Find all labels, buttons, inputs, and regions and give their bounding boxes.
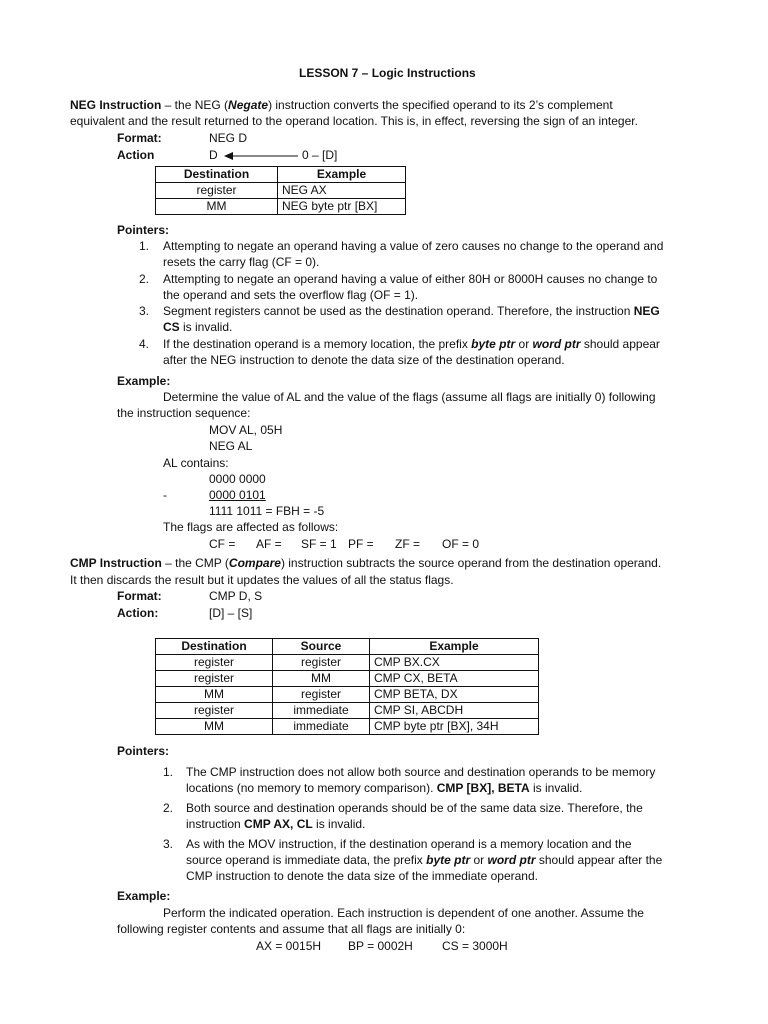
table-cell: register [156,183,278,199]
pointer-term: word ptr [487,853,536,867]
flag-zf: ZF = [395,537,421,551]
neg-intro [70,98,698,112]
cmp-heading: CMP Instruction [70,556,162,570]
neg-table [155,166,406,215]
neg-action-dest: D [209,148,218,162]
neg-pointer-2: Attempting to negate an operand having a value of either 80H or 8000H causes no change to [163,272,658,286]
pointer-text: is invalid. [312,817,366,831]
table-cell: CMP SI, ABCDH [370,703,539,719]
list-number: 3. [139,304,150,318]
neg-pointer-3b [163,320,232,334]
pointer-text: should appear [580,337,660,351]
cmp-pointer-1b [186,781,582,795]
flags-intro: The flags are affected as follows: [163,520,339,534]
cmp-example-line2: following register contents and assume that all flags are initially 0: [117,922,466,936]
cmp-pointers-label: Pointers: [117,744,170,758]
pointer-text: Segment registers cannot be used as the destination operand. Therefore, the instruction [163,304,634,318]
table-cell: register [156,703,273,719]
cmp-intro-text: ) instruction subtracts the source operand from the destination operand. [280,556,662,570]
table-row [156,199,406,215]
pointer-term: byte ptr [426,853,471,867]
pointer-term: word ptr [532,337,581,351]
neg-example-line2: the instruction sequence: [117,406,251,420]
cmp-pointer-3: As with the MOV instruction, if the destination operand is a memory location and the [186,837,632,851]
table-cell: MM [156,719,273,735]
list-number: 2. [139,272,150,286]
table-cell: CMP CX, BETA [370,671,539,687]
table-cell: immediate [273,703,370,719]
pointer-term: byte ptr [471,337,516,351]
code-line: MOV AL, 05H [209,423,283,437]
cmp-example-line1: Perform the indicated operation. Each instruction is dependent of one another. Assume the [163,906,644,920]
table-cell: register [156,655,273,671]
flag-sf: SF = 1 [301,537,337,551]
pointer-text: is invalid. [179,320,233,334]
table-row [156,719,539,735]
neg-intro-line2: equivalent and the result returned to the operand location. This is, in effect, reversing the sign of an integer. [70,114,638,128]
neg-intro-text: ) instruction converts the specified operand to its 2’s complement [268,98,613,112]
table-row [156,671,539,687]
pointer-text: or [470,853,488,867]
code-line: NEG AL [209,439,253,453]
cmp-intro-line2: It then discards the result but it updates the values of all the status flags. [70,573,454,587]
flag-of: OF = 0 [442,537,480,551]
neg-intro-term: Negate [228,98,269,112]
neg-format-label: Format: [117,131,162,145]
list-number: 1. [163,765,174,779]
pointer-text: source operand is immediate data, the prefix [186,853,427,867]
neg-pointer-1b: resets the carry flag (CF = 0). [163,255,320,269]
table-cell: NEG byte ptr [BX] [278,199,406,215]
neg-pointer-4b: after the NEG instruction to denote the data size of the destination operand. [163,353,565,367]
page-title: LESSON 7 – Logic Instructions [299,66,476,80]
table-header: Example [278,167,406,183]
table-cell: register [273,655,370,671]
neg-pointer-3 [163,304,660,318]
minus-sign: - [163,488,167,502]
table-header-row [156,639,539,655]
flag-af: AF = [256,537,282,551]
flag-pf: PF = [348,537,374,551]
cmp-action-value: [D] – [S] [209,606,253,620]
cmp-example-label: Example: [117,889,171,903]
cmp-format-value: CMP D, S [209,589,263,603]
cmp-format-label: Format: [117,589,162,603]
pointer-text: instruction [186,817,245,831]
table-row [156,687,539,703]
list-number: 1. [139,239,150,253]
pointer-text: locations (no memory to memory comparison). [186,781,437,795]
binary-value: 0000 0101 [209,488,266,502]
table-header: Destination [156,639,273,655]
neg-intro-text: – the NEG ( [161,98,229,112]
pointer-text: is invalid. [529,781,583,795]
cmp-pointer-3b [186,853,662,867]
flag-cf: CF = [209,537,236,551]
register-ax: AX = 0015H [256,939,322,953]
table-cell: MM [156,199,278,215]
table-cell: register [156,671,273,687]
binary-result: 1111 1011 = FBH = -5 [209,504,325,518]
table-cell: CMP byte ptr [BX], 34H [370,719,539,735]
table-row [156,183,406,199]
cmp-pointer-3c: CMP instruction to denote the data size of the immediate operand. [186,869,538,883]
list-number: 3. [163,837,174,851]
list-number: 2. [163,801,174,815]
pointer-text: or [515,337,533,351]
table-header: Example [370,639,539,655]
pointer-text: should appear after the [535,853,663,867]
pointer-code: CMP AX, CL [244,817,313,831]
neg-pointers-label: Pointers: [117,223,170,237]
table-cell: MM [156,687,273,703]
neg-format-value: NEG D [209,131,248,145]
table-row [156,655,539,671]
cmp-pointer-2: Both source and destination operands should be of the same data size. Therefore, the [186,801,643,815]
table-cell: CMP BX.CX [370,655,539,671]
neg-pointer-4 [163,337,660,351]
cmp-intro [70,556,661,570]
table-cell: immediate [273,719,370,735]
register-cs: CS = 3000H [442,939,508,953]
register-bp: BP = 0002H [348,939,413,953]
table-header: Source [273,639,370,655]
table-cell: CMP BETA, DX [370,687,539,703]
neg-action-src: 0 – [D] [302,148,338,162]
cmp-intro-term: Compare [228,556,281,570]
pointer-code: CMP [BX], BETA [436,781,530,795]
neg-example-line1: Determine the value of AL and the value of the flags (assume all flags are initially 0) following [163,390,656,404]
pointer-code: NEG [633,304,660,318]
cmp-pointer-2b [186,817,365,831]
pointer-code: CS [163,320,180,334]
table-header-row [156,167,406,183]
cmp-pointer-1: The CMP instruction does not allow both source and destination operands to be memory [186,765,656,779]
binary-value: 0000 0000 [209,472,266,486]
pointer-text: If the destination operand is a memory location, the prefix [163,337,472,351]
neg-action-label: Action [117,148,155,162]
table-row [156,703,539,719]
neg-heading: NEG Instruction [70,98,162,112]
neg-pointer-1: Attempting to negate an operand having a value of zero causes no change to the operand and [163,239,664,253]
left-arrow-icon [224,150,298,162]
list-number: 4. [139,337,150,351]
al-contains-label: AL contains: [163,456,229,470]
cmp-intro-text: – the CMP ( [161,556,229,570]
table-header: Destination [156,167,278,183]
table-cell: MM [273,671,370,687]
neg-pointer-2b: the operand and sets the overflow flag (OF = 1). [163,288,419,302]
cmp-table [155,638,539,735]
table-cell: NEG AX [278,183,406,199]
table-cell: register [273,687,370,703]
neg-example-label: Example: [117,374,171,388]
cmp-action-label: Action: [117,606,159,620]
